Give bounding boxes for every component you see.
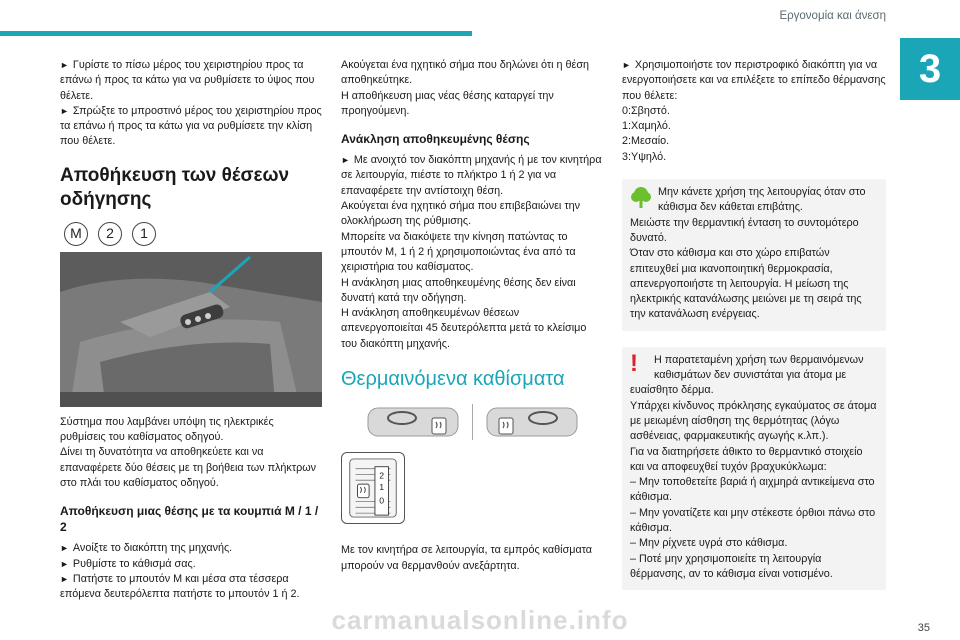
instruction-height: ► Γυρίστε το πίσω μέρος του χειριστηρίου προς τα επάνω ή προς τα κάτω για να ρυθμίσετε το ύψος που θέλετε. — [60, 58, 322, 104]
heat-level-dial-icon — [341, 452, 405, 524]
heated-seats-caption: Με τον κινητήρα σε λειτουργία, τα εμπρός καθίσματα μπορούν να θερμανθούν ανεξάρτητα. — [341, 544, 593, 572]
memory-button-2-icon: 2 — [98, 222, 122, 246]
eco-note — [622, 179, 886, 331]
page-number: 35 — [917, 622, 930, 634]
memory-button-1-icon: 1 — [132, 222, 156, 246]
recall-step-1: ► Με ανοιχτό τον διακόπτη μηχανής ή με τον κινητήρα σε λειτουργία, πιέστε το πλήκτρο 1 ή 2 για να επαναφέρετε την αντίστοιχη θέση. — [341, 153, 603, 199]
svg-text:0: 0 — [379, 495, 385, 506]
memory-buttons-legend — [64, 222, 322, 246]
store-step-3: ► Πατήστε το μπουτόν M και μέσα στα τέσσερα επόμενα δευτερόλεπτα πατήστε το μπουτόν 1 ή 2. — [60, 572, 322, 603]
section-title-heated-seats: Θερμαινόμενα καθίσματα — [341, 368, 565, 391]
recall-text-3: Μπορείτε να διακόψετε την κίνηση πατώντας το μπουτόν M, 1 ή 2 ή χρησιμοποιώντας ένα από τα χειριστήρια του καθίσματος. — [341, 230, 576, 274]
heat-divider — [472, 404, 473, 440]
heated-seat-button-right-icon — [485, 404, 579, 440]
heat-level-2: 2:Μεσαίο. — [622, 135, 670, 148]
store-step-2: ► Ρυθμίστε το κάθισμά σας. — [60, 557, 322, 572]
eco-note-text-1: Μην κάνετε χρήση της λειτουργίας όταν στο κάθισμα δεν κάθεται επιβάτης. — [658, 186, 866, 214]
heat-level-0: 0:Σβηστό. — [622, 104, 670, 117]
recall-text-5: Η ανάκληση αποθηκευμένων θέσεων απενεργοποιείται 45 δευτερόλεπτα μετά το κλείσιμο του διακόπτη μηχανής. — [341, 307, 587, 350]
chapter-tab: 3 — [900, 38, 960, 100]
seat-memory-photo — [60, 252, 322, 407]
heat-level-3: 3:Υψηλό. — [622, 150, 667, 163]
sub-heading-store: Αποθήκευση μιας θέσης με τα κουμπιά M / 1 / 2 — [60, 504, 319, 535]
seat-side-illustration-icon — [60, 252, 322, 407]
memory-description-1: Σύστημα που λαμβάνει υπόψη τις ηλεκτρικές ρυθμίσεις του καθίσματος οδηγού. — [60, 415, 274, 444]
dial-instruction: ► Χρησιμοποιήστε τον περιστροφικό διακόπτη για να ενεργοποιήσετε και να επιλέξετε το επίπεδο θέρμανσης που θέλετε: — [622, 58, 886, 104]
column-1 — [60, 58, 322, 602]
svg-text:1: 1 — [379, 481, 385, 492]
warning-exclamation-icon: ! — [630, 349, 638, 377]
store-confirm-text: Ακούγεται ένα ηχητικό σήμα που δηλώνει ότι η θέση αποθηκεύτηκε. — [341, 59, 590, 87]
heat-level-1: 1:Χαμηλό. — [622, 120, 671, 133]
warning-item-2: – Μην γονατίζετε και μην στέκεστε όρθιοι πάνω στο κάθισμα. — [630, 506, 876, 535]
warning-item-3: – Μην ρίχνετε υγρά στο κάθισμα. — [630, 537, 788, 550]
column-2 — [341, 58, 603, 574]
instruction-tilt: ► Σπρώξτε το μπροστινό μέρος του χειριστηρίου προς τα επάνω ή προς τα κάτω για να ρυθμίσετε την κλίση που θέλετε. — [60, 104, 322, 150]
warning-item-1: – Μην τοποθετείτε βαριά ή αιχμηρά αντικείμενα στο κάθισμα. — [630, 476, 875, 504]
eco-tree-icon — [630, 185, 652, 209]
svg-text:2: 2 — [379, 470, 385, 481]
section-header: Εργονομία και άνεση — [779, 10, 886, 22]
store-overwrite-text: Η αποθήκευση μιας νέας θέσης καταργεί την προηγούμενη. — [341, 89, 554, 117]
warning-item-4: – Ποτέ μην χρησιμοποιείτε τη λειτουργία θέρμανσης, αν το κάθισμα είναι νοτισμένο. — [630, 552, 833, 580]
memory-button-m-icon: M — [64, 222, 88, 246]
sub-heading-recall: Ανάκληση αποθηκευμένης θέσης — [341, 132, 530, 147]
store-step-1: ► Ανοίξτε το διακόπτη της μηχανής. — [60, 541, 322, 556]
warning-text-2: Υπάρχει κίνδυνος πρόκλησης εγκαύματος σε άτομα με μειωμένη αίσθηση της θερμότητας (λόγω ασθένειας, φαρμακευτικής αγωγής κ.λπ.). — [630, 399, 877, 443]
heated-seat-buttons — [341, 404, 603, 440]
recall-text-4: Η ανάκληση μιας αποθηκευμένης θέσης δεν είναι δυνατή κατά την οδήγηση. — [341, 276, 576, 304]
warning-text-3: Για να διατηρήσετε άθικτο το θερμαντικό στοιχείο και να αποφευχθεί τυχόν βραχυκύκλωμα: — [630, 445, 863, 473]
section-heading-memory: Αποθήκευση των θέσεων οδήγησης — [60, 164, 290, 210]
warning-text-1: Η παρατεταμένη χρήση των θερμαινόμενων καθισμάτων δεν συνιστάται για άτομα με ευαίσθητο δέρμα. — [630, 353, 864, 397]
heated-seat-button-left-icon — [366, 404, 460, 440]
header-accent-bar — [0, 31, 472, 36]
eco-note-text-2: Μειώστε την θερμαντική ένταση το συντομότερο δυνατό. — [630, 216, 859, 244]
watermark: carmanualsonline.info — [331, 605, 629, 635]
warning-note — [622, 347, 886, 590]
memory-description-2: Δίνει τη δυνατότητα να αποθηκεύετε και να επαναφέρετε δύο θέσεις με τη βοήθεια των πλήκτρων στο πλάι του καθίσματος οδηγού. — [60, 446, 317, 489]
column-3 — [622, 58, 886, 590]
eco-note-text-3: Όταν στο κάθισμα και στο χώρο επιβατών επιτευχθεί μια ικανοποιητική θερμοκρασία, απενεργοποιήστε τη λειτουργία. Η μείωση της ηλεκτρικής κατανάλωσης μειώνει με τη σειρά της την κατανάλωση ενέργειας. — [630, 247, 862, 321]
recall-text-2: Ακούγεται ένα ηχητικό σήμα που επιβεβαιώνει την ολοκλήρωση της ρύθμισης. — [341, 200, 580, 228]
